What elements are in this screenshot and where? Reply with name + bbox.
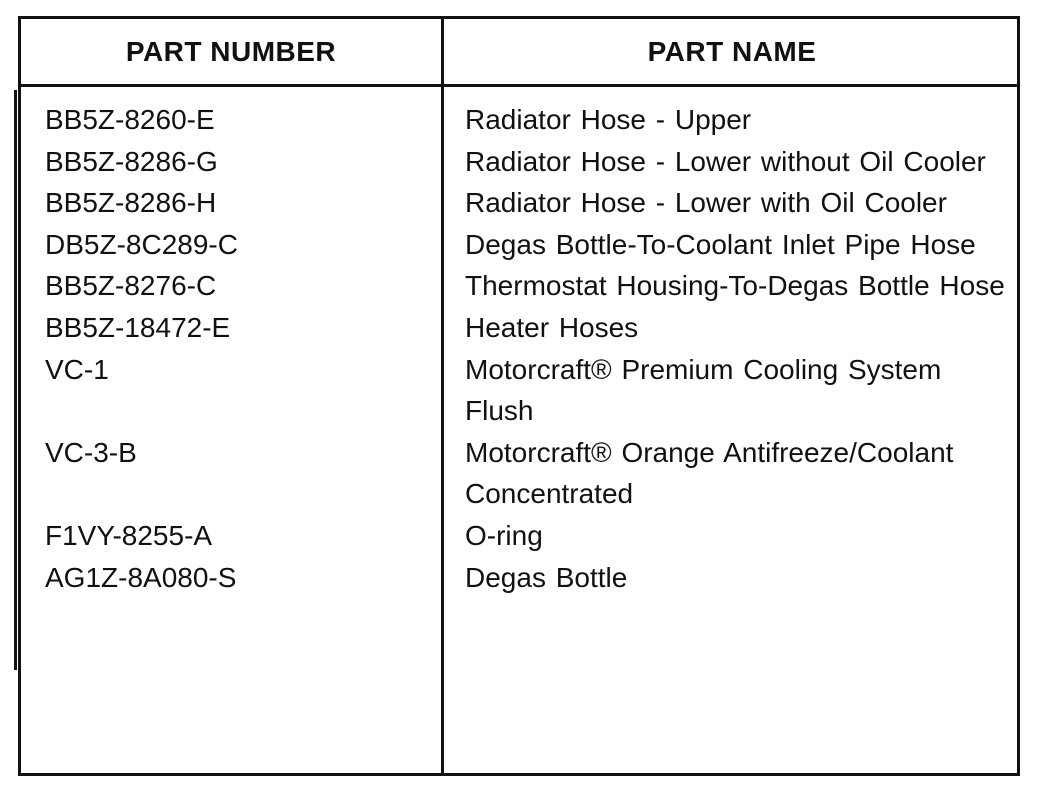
table-row (21, 557, 1017, 599)
table-row (21, 349, 1017, 432)
table-header (21, 19, 1017, 87)
part-name-cell: Degas Bottle (465, 561, 628, 593)
part-number-cell: BB5Z-8286-H (45, 187, 217, 219)
part-number-cell: DB5Z-8C289-C (45, 228, 238, 260)
part-number-cell: BB5Z-8260-E (45, 104, 215, 135)
left-edge-mark (14, 90, 17, 670)
table-row (21, 515, 1017, 557)
table-row (21, 224, 1017, 266)
table-row (21, 182, 1017, 224)
parts-table (18, 16, 1020, 776)
part-name-cell: Heater Hoses (465, 311, 639, 343)
part-name-cell: O-ring (465, 519, 543, 551)
part-name-cell: Thermostat Housing-To-Degas Bottle Hose (465, 270, 1005, 302)
part-name-cell: Radiator Hose - Upper (465, 104, 752, 135)
part-number-cell: BB5Z-8286-G (45, 145, 218, 177)
part-name-cell: Degas Bottle-To-Coolant Inlet Pipe Hose (465, 228, 976, 260)
table-row (21, 307, 1017, 349)
part-name-cell: Radiator Hose - Lower with Oil Cooler (465, 187, 947, 219)
table-row (21, 141, 1017, 183)
table-row (21, 99, 1017, 141)
part-number-cell: AG1Z-8A080-S (45, 561, 237, 593)
part-number-cell: BB5Z-8276-C (45, 270, 217, 302)
part-number-cell: VC-1 (45, 353, 109, 385)
part-name-cell: Motorcraft® Premium Cooling System Flush (465, 353, 942, 427)
table-row (21, 432, 1017, 515)
part-number-cell: BB5Z-18472-E (45, 311, 231, 343)
header-part-name: PART NAME (647, 35, 817, 67)
table-body (21, 99, 1017, 598)
part-name-cell: Motorcraft® Orange Antifreeze/Coolant Concentrated (465, 436, 954, 510)
part-number-cell: VC-3-B (45, 436, 137, 468)
table-row (21, 265, 1017, 307)
header-part-number: PART NUMBER (125, 35, 337, 67)
part-number-cell: F1VY-8255-A (45, 519, 213, 551)
part-name-cell: Radiator Hose - Lower without Oil Cooler (465, 145, 986, 177)
